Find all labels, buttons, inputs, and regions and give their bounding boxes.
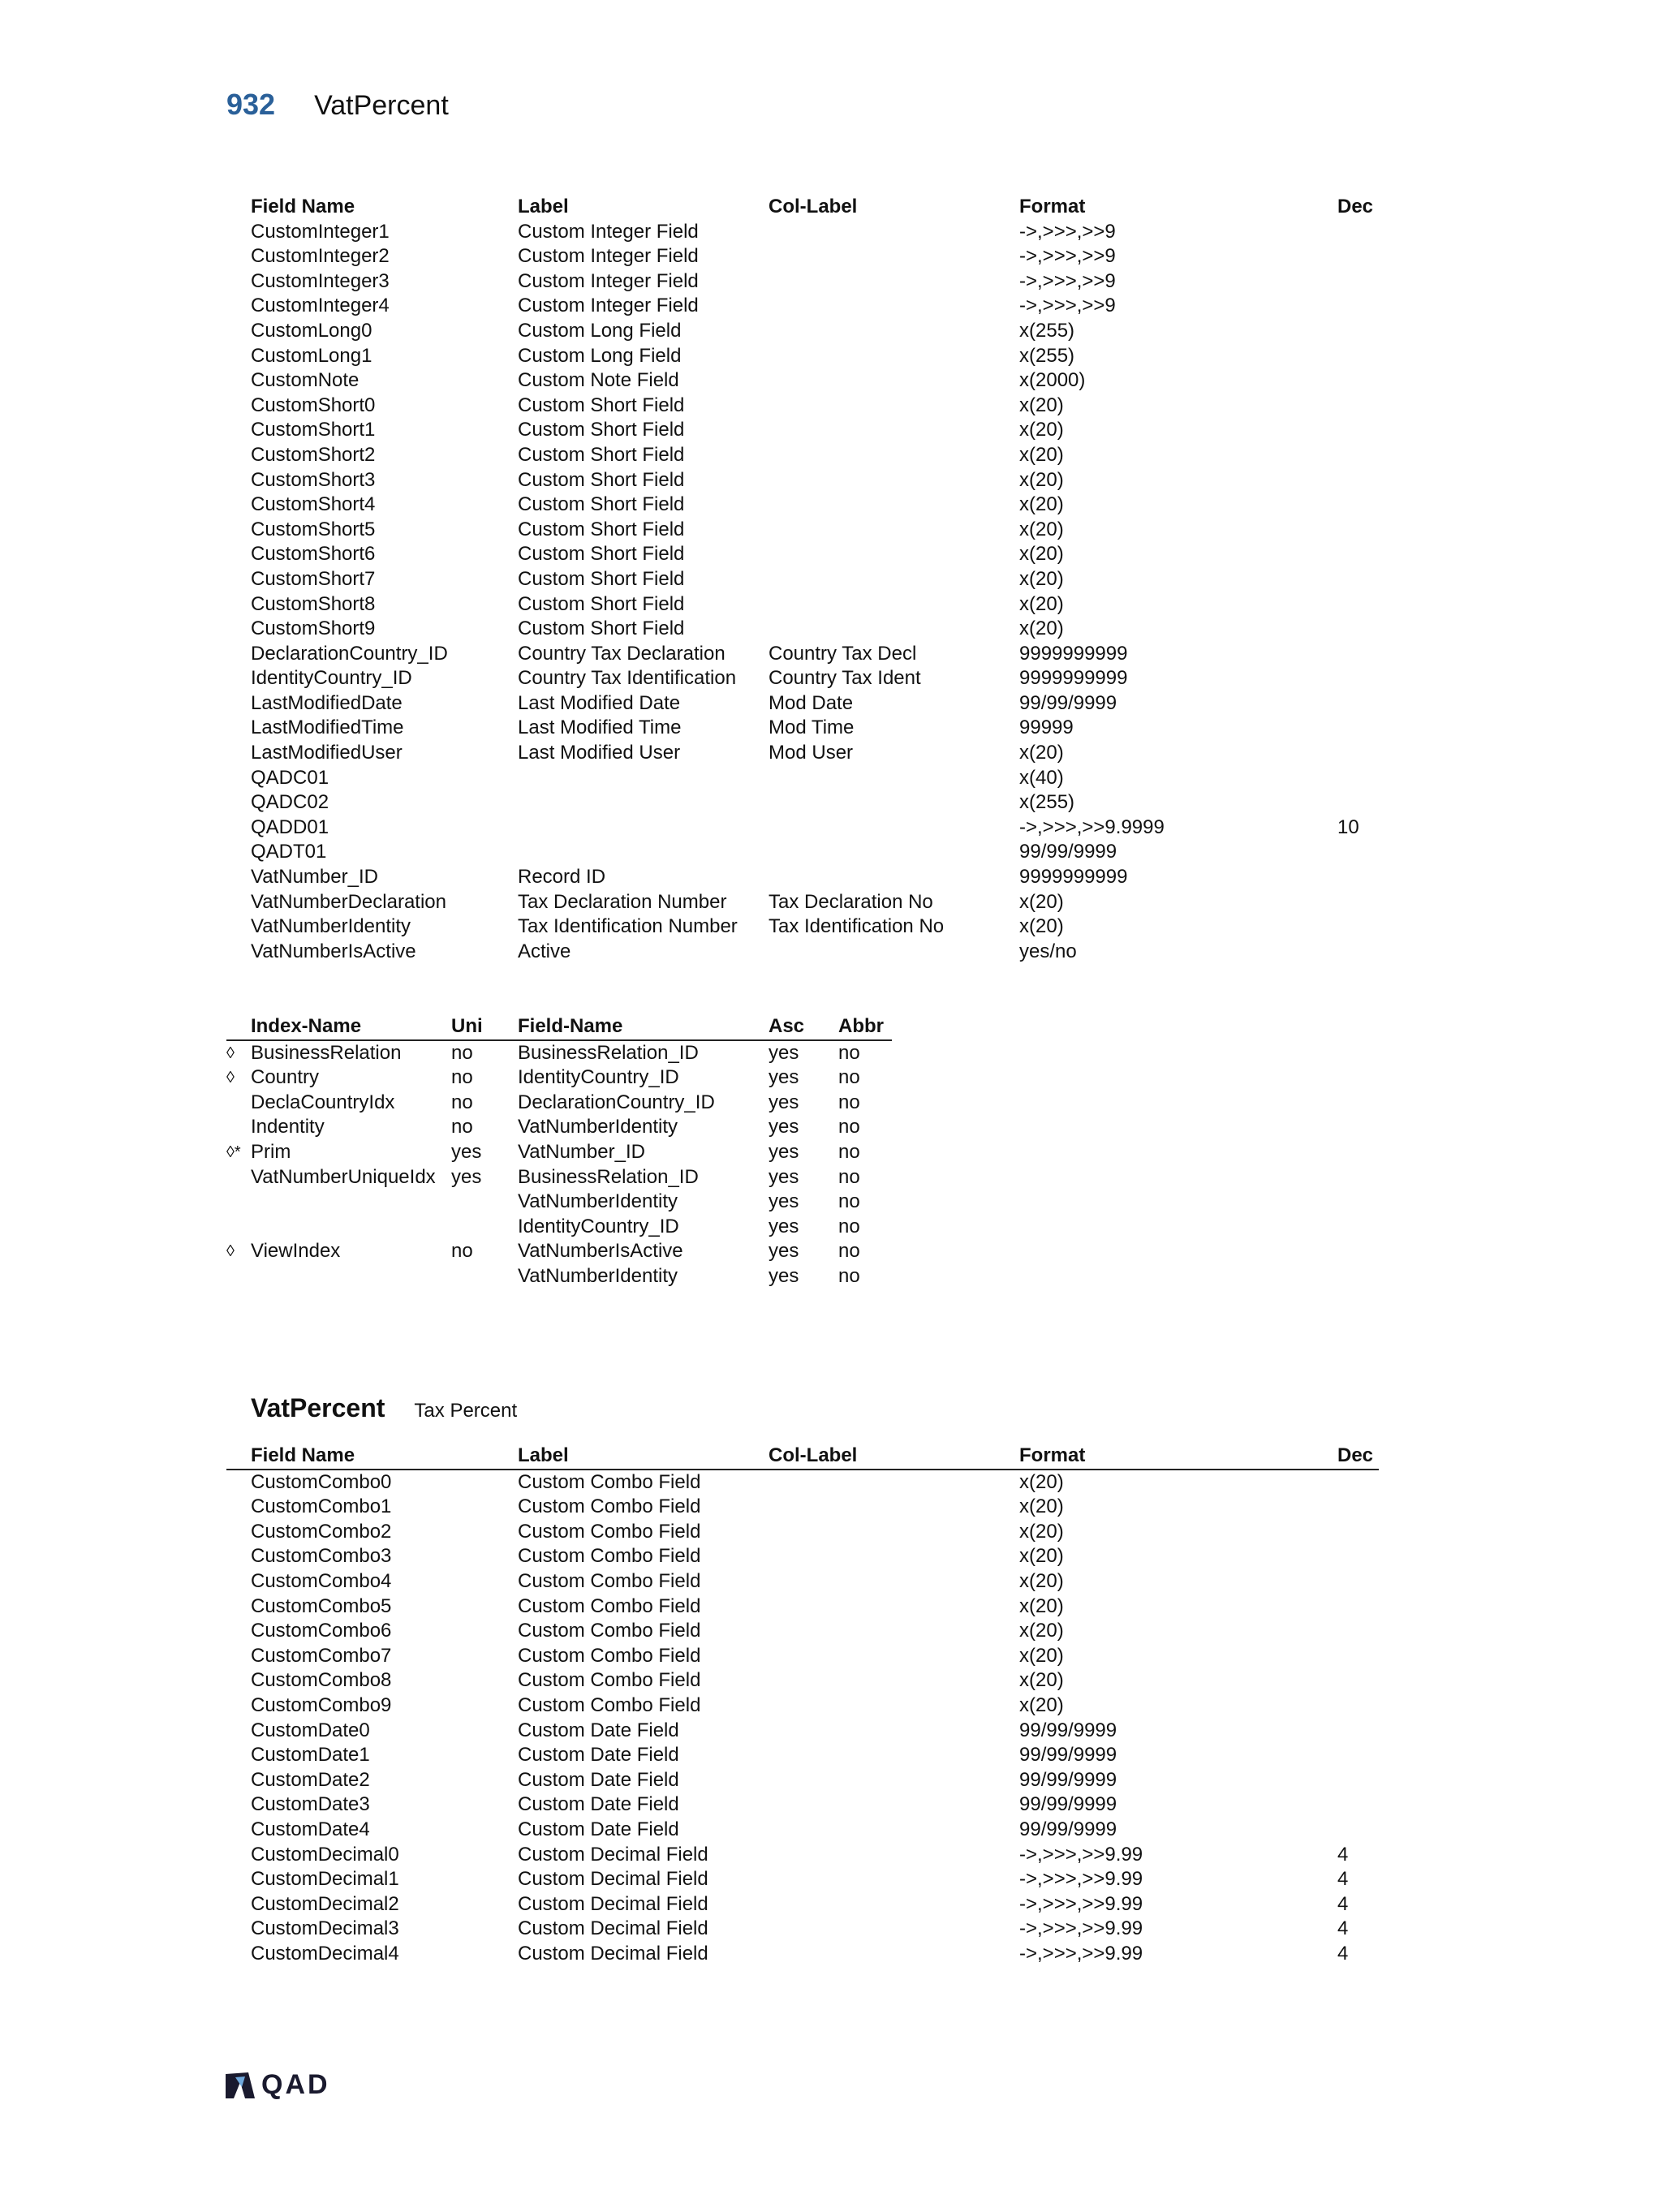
table-row <box>226 716 1379 741</box>
field-label: Custom Note Field <box>518 369 679 392</box>
field-format: x(20) <box>1019 567 1064 590</box>
field-name: QADC02 <box>251 791 329 814</box>
field-label: Custom Short Field <box>518 443 685 466</box>
field-label: Custom Combo Field <box>518 1470 701 1493</box>
index-ascending: yes <box>769 1240 799 1263</box>
index-field-name: VatNumberIsActive <box>518 1240 683 1263</box>
field-format: x(20) <box>1019 1644 1064 1667</box>
index-name: VatNumberUniqueIdx <box>251 1165 436 1188</box>
field-format: x(40) <box>1019 766 1064 789</box>
field-name: CustomDecimal0 <box>251 1843 399 1866</box>
field-format: 99/99/9999 <box>1019 1719 1117 1741</box>
index-ascending: yes <box>769 1091 799 1113</box>
field-format: x(20) <box>1019 394 1064 416</box>
column-header-field-label: Label <box>518 196 569 217</box>
table-row <box>226 1693 1379 1719</box>
field-format: x(20) <box>1019 1620 1064 1642</box>
table-row <box>226 269 1379 295</box>
field-label: Custom Date Field <box>518 1818 679 1840</box>
field-name: CustomCombo6 <box>251 1620 392 1642</box>
index-abbr: no <box>838 1215 860 1237</box>
table-row <box>226 493 1379 518</box>
field-name: CustomCombo3 <box>251 1545 392 1568</box>
field-label: Custom Integer Field <box>518 269 699 292</box>
index-marker: ◊ <box>226 1242 235 1261</box>
section-name: VatPercent <box>251 1393 385 1422</box>
field-format: 99/99/9999 <box>1019 1818 1117 1840</box>
table-row <box>226 1867 1379 1892</box>
index-field-name: VatNumberIdentity <box>518 1264 678 1287</box>
index-marker: ◊ <box>226 1044 235 1062</box>
field-name: CustomDecimal4 <box>251 1942 399 1965</box>
table-row <box>226 294 1379 319</box>
field-format: x(20) <box>1019 1545 1064 1568</box>
field-label: Custom Integer Field <box>518 295 699 317</box>
table-row <box>226 592 1379 618</box>
field-format: ->,>>>,>>9.99 <box>1019 1892 1143 1915</box>
index-ascending: yes <box>769 1165 799 1188</box>
table-row <box>226 617 1379 642</box>
index-table <box>226 1014 892 1289</box>
index-ascending: yes <box>769 1066 799 1089</box>
field-label: Tax Declaration Number <box>518 890 727 913</box>
table-row <box>226 741 1379 766</box>
table-header-row <box>226 195 1379 220</box>
table-row <box>226 666 1379 691</box>
column-header-field-name: Field Name <box>251 1444 355 1466</box>
field-format: x(20) <box>1019 493 1064 516</box>
table-row <box>226 865 1379 890</box>
field-format: 9999999999 <box>1019 642 1128 665</box>
field-label: Custom Decimal Field <box>518 1892 708 1915</box>
table-row <box>226 1818 1379 1843</box>
index-ascending: yes <box>769 1190 799 1213</box>
field-table-2 <box>226 1444 1379 1966</box>
section-description: Tax Percent <box>414 1400 518 1422</box>
field-name: CustomCombo2 <box>251 1520 392 1543</box>
field-label: Custom Long Field <box>518 319 682 342</box>
table-row <box>226 1892 1379 1917</box>
field-label: Custom Combo Field <box>518 1644 701 1667</box>
field-label: Custom Short Field <box>518 592 685 615</box>
index-abbr: no <box>838 1140 860 1163</box>
table-row <box>226 1544 1379 1569</box>
column-header-field-dec: Dec <box>1337 1444 1374 1466</box>
col-label: Mod Time <box>769 717 855 739</box>
column-header-field-format: Format <box>1019 1444 1086 1466</box>
table-row <box>226 840 1379 865</box>
field-format: 99/99/9999 <box>1019 1744 1117 1767</box>
field-format: 99999 <box>1019 717 1074 739</box>
index-field-name: IdentityCountry_ID <box>518 1066 679 1089</box>
index-name: BusinessRelation <box>251 1041 402 1064</box>
field-label: Custom Combo Field <box>518 1495 701 1518</box>
field-label: Custom Short Field <box>518 543 685 566</box>
index-marker: ◊* <box>226 1143 241 1161</box>
field-name: CustomShort0 <box>251 394 376 416</box>
field-name: CustomShort9 <box>251 618 376 640</box>
field-name: CustomShort7 <box>251 567 376 590</box>
table-row <box>226 1942 1379 1967</box>
field-label: Custom Decimal Field <box>518 1843 708 1866</box>
table-row <box>226 1843 1379 1868</box>
column-header-index-ascending: Asc <box>769 1015 805 1037</box>
field-format: x(20) <box>1019 1594 1064 1617</box>
table-row <box>226 1644 1379 1669</box>
field-format: x(255) <box>1019 319 1075 342</box>
index-abbr: no <box>838 1190 860 1213</box>
table-row <box>226 1743 1379 1768</box>
field-format: ->,>>>,>>9 <box>1019 269 1116 292</box>
index-unique: yes <box>451 1140 482 1163</box>
field-dec: 4 <box>1337 1868 1349 1891</box>
field-format: x(2000) <box>1019 369 1086 392</box>
field-format: x(20) <box>1019 890 1064 913</box>
field-format: x(20) <box>1019 1693 1064 1716</box>
field-name: CustomShort5 <box>251 518 376 540</box>
field-name: CustomShort6 <box>251 543 376 566</box>
col-label: Tax Declaration No <box>769 890 933 913</box>
column-header-field-format: Format <box>1019 196 1086 217</box>
field-label: Custom Combo Field <box>518 1693 701 1716</box>
field-format: x(20) <box>1019 742 1064 764</box>
field-dec: 4 <box>1337 1892 1349 1915</box>
index-abbr: no <box>838 1165 860 1188</box>
column-header-col-label: Col-Label <box>769 1444 858 1466</box>
field-name: CustomNote <box>251 369 360 392</box>
table-row <box>226 914 1379 940</box>
field-label: Custom Date Field <box>518 1719 679 1741</box>
field-label: Custom Integer Field <box>518 245 699 268</box>
index-abbr: no <box>838 1116 860 1138</box>
field-label: Custom Short Field <box>518 419 685 441</box>
index-field-name: DeclarationCountry_ID <box>518 1091 715 1113</box>
table-row <box>226 1719 1379 1744</box>
field-format: ->,>>>,>>9.99 <box>1019 1917 1143 1940</box>
index-unique: no <box>451 1066 473 1089</box>
index-unique: no <box>451 1041 473 1064</box>
table-row <box>226 940 1379 965</box>
qad-logo-text: QAD <box>261 2069 330 2100</box>
field-name: CustomShort4 <box>251 493 376 516</box>
field-name: DeclarationCountry_ID <box>251 642 448 665</box>
field-label: Custom Combo Field <box>518 1520 701 1543</box>
field-name: CustomDecimal3 <box>251 1917 399 1940</box>
field-name: CustomInteger4 <box>251 295 390 317</box>
field-name: VatNumberIdentity <box>251 915 411 938</box>
table-row <box>226 1520 1379 1545</box>
table-row <box>226 890 1379 915</box>
field-label: Custom Decimal Field <box>518 1942 708 1965</box>
index-name: Country <box>251 1066 320 1089</box>
field-format: ->,>>>,>>9.99 <box>1019 1843 1143 1866</box>
table-row <box>226 1470 1379 1495</box>
field-label: Custom Date Field <box>518 1768 679 1791</box>
field-name: CustomCombo8 <box>251 1669 392 1692</box>
index-ascending: yes <box>769 1116 799 1138</box>
field-name: CustomShort2 <box>251 443 376 466</box>
field-format: x(20) <box>1019 1495 1064 1518</box>
table-row <box>226 418 1379 443</box>
index-row <box>226 1190 892 1215</box>
index-ascending: yes <box>769 1140 799 1163</box>
page-number: 932 <box>226 88 276 121</box>
field-format: ->,>>>,>>9.99 <box>1019 1942 1143 1965</box>
field-name: CustomCombo9 <box>251 1693 392 1716</box>
field-name: CustomDate1 <box>251 1744 370 1767</box>
field-format: x(20) <box>1019 1470 1064 1493</box>
field-name: CustomDecimal1 <box>251 1868 399 1891</box>
field-name: CustomCombo0 <box>251 1470 392 1493</box>
field-name: CustomDate2 <box>251 1768 370 1791</box>
field-label: Active <box>518 940 571 962</box>
field-label: Custom Combo Field <box>518 1569 701 1592</box>
index-name: ViewIndex <box>251 1240 341 1263</box>
index-ascending: yes <box>769 1041 799 1064</box>
col-label: Mod Date <box>769 691 854 714</box>
column-header-index-name: Index-Name <box>251 1015 362 1037</box>
index-row <box>226 1041 892 1066</box>
index-marker: ◊ <box>226 1069 235 1087</box>
index-name: Prim <box>251 1140 291 1163</box>
column-header-col-label: Col-Label <box>769 196 858 217</box>
field-label: Custom Combo Field <box>518 1545 701 1568</box>
index-field-name: BusinessRelation_ID <box>518 1041 699 1064</box>
field-format: x(20) <box>1019 618 1064 640</box>
field-format: 99/99/9999 <box>1019 1793 1117 1816</box>
index-name: Indentity <box>251 1116 325 1138</box>
index-field-name: VatNumberIdentity <box>518 1190 678 1213</box>
index-field-name: BusinessRelation_ID <box>518 1165 699 1188</box>
field-name: LastModifiedTime <box>251 717 404 739</box>
table-row <box>226 244 1379 269</box>
field-label: Custom Date Field <box>518 1744 679 1767</box>
field-format: x(20) <box>1019 543 1064 566</box>
field-format: 9999999999 <box>1019 667 1128 690</box>
field-name: CustomInteger3 <box>251 269 390 292</box>
field-name: VatNumber_ID <box>251 866 378 889</box>
field-format: x(20) <box>1019 915 1064 938</box>
field-name: VatNumberIsActive <box>251 940 416 962</box>
index-ascending: yes <box>769 1264 799 1287</box>
index-header-row <box>226 1014 892 1041</box>
index-abbr: no <box>838 1240 860 1263</box>
col-label: Mod User <box>769 742 854 764</box>
field-label: Custom Combo Field <box>518 1594 701 1617</box>
col-label: Country Tax Ident <box>769 667 921 690</box>
field-name: CustomInteger2 <box>251 245 390 268</box>
field-name: CustomLong1 <box>251 344 372 367</box>
index-ascending: yes <box>769 1215 799 1237</box>
index-field-name: VatNumberIdentity <box>518 1116 678 1138</box>
table-row <box>226 790 1379 816</box>
col-label: Country Tax Decl <box>769 642 917 665</box>
field-label: Custom Short Field <box>518 618 685 640</box>
field-label: Custom Short Field <box>518 567 685 590</box>
field-name: LastModifiedUser <box>251 742 403 764</box>
table-row <box>226 1768 1379 1793</box>
table-row <box>226 1594 1379 1620</box>
index-row <box>226 1091 892 1116</box>
field-format: 9999999999 <box>1019 866 1128 889</box>
table-row <box>226 1917 1379 1942</box>
field-format: x(255) <box>1019 791 1075 814</box>
field-format: 99/99/9999 <box>1019 691 1117 714</box>
field-label: Custom Date Field <box>518 1793 679 1816</box>
index-abbr: no <box>838 1091 860 1113</box>
field-name: CustomDate0 <box>251 1719 370 1741</box>
field-format: x(20) <box>1019 1520 1064 1543</box>
field-label: Tax Identification Number <box>518 915 738 938</box>
table-row <box>226 319 1379 344</box>
page-title: VatPercent <box>314 90 449 121</box>
field-label: Custom Combo Field <box>518 1669 701 1692</box>
table-row <box>226 1792 1379 1818</box>
table-row <box>226 642 1379 667</box>
col-label: Tax Identification No <box>769 915 945 938</box>
field-name: QADD01 <box>251 816 329 838</box>
field-label: Custom Combo Field <box>518 1620 701 1642</box>
field-format: x(255) <box>1019 344 1075 367</box>
index-abbr: no <box>838 1041 860 1064</box>
field-format: x(20) <box>1019 1669 1064 1692</box>
index-abbr: no <box>838 1066 860 1089</box>
column-header-index-unique: Uni <box>451 1015 483 1037</box>
table-row <box>226 1569 1379 1594</box>
field-name: VatNumberDeclaration <box>251 890 446 913</box>
field-name: CustomLong0 <box>251 319 372 342</box>
page-header <box>226 88 449 128</box>
column-header-field-name: Field Name <box>251 196 355 217</box>
index-row <box>226 1140 892 1165</box>
field-name: CustomDecimal2 <box>251 1892 399 1915</box>
index-row <box>226 1065 892 1091</box>
table-row <box>226 1668 1379 1693</box>
table-row <box>226 1495 1379 1520</box>
field-dec: 10 <box>1337 816 1359 838</box>
field-format: x(20) <box>1019 468 1064 491</box>
field-format: x(20) <box>1019 592 1064 615</box>
field-label: Custom Short Field <box>518 394 685 416</box>
field-name: CustomDate4 <box>251 1818 370 1840</box>
column-header-field-label: Label <box>518 1444 569 1466</box>
field-label: Custom Decimal Field <box>518 1868 708 1891</box>
table-row <box>226 542 1379 567</box>
field-name: CustomShort8 <box>251 592 376 615</box>
field-name: IdentityCountry_ID <box>251 667 412 690</box>
field-name: CustomCombo5 <box>251 1594 392 1617</box>
field-name: CustomCombo4 <box>251 1569 392 1592</box>
field-format: x(20) <box>1019 1569 1064 1592</box>
index-row <box>226 1239 892 1264</box>
field-name: CustomCombo1 <box>251 1495 392 1518</box>
qad-logo-icon <box>224 2071 256 2100</box>
field-format: yes/no <box>1019 940 1077 962</box>
field-name: QADT01 <box>251 841 327 863</box>
field-label: Country Tax Identification <box>518 667 737 690</box>
index-abbr: no <box>838 1264 860 1287</box>
table-row <box>226 518 1379 543</box>
table-row <box>226 468 1379 493</box>
table-row <box>226 567 1379 592</box>
field-dec: 4 <box>1337 1942 1349 1965</box>
field-name: CustomInteger1 <box>251 220 390 243</box>
field-label: Custom Decimal Field <box>518 1917 708 1940</box>
table-row <box>226 1619 1379 1644</box>
field-name: CustomCombo7 <box>251 1644 392 1667</box>
field-label: Last Modified Date <box>518 691 681 714</box>
field-name: CustomShort1 <box>251 419 376 441</box>
field-label: Custom Short Field <box>518 518 685 540</box>
field-format: ->,>>>,>>9.99 <box>1019 1868 1143 1891</box>
index-row <box>226 1215 892 1240</box>
index-field-name: IdentityCountry_ID <box>518 1215 679 1237</box>
field-label: Country Tax Declaration <box>518 642 726 665</box>
index-unique: no <box>451 1116 473 1138</box>
table-row <box>226 766 1379 791</box>
field-label: Last Modified User <box>518 742 681 764</box>
field-format: x(20) <box>1019 518 1064 540</box>
field-format: x(20) <box>1019 443 1064 466</box>
field-dec: 4 <box>1337 1917 1349 1940</box>
field-format: ->,>>>,>>9 <box>1019 295 1116 317</box>
table-row <box>226 443 1379 468</box>
index-unique: yes <box>451 1165 482 1188</box>
field-format: x(20) <box>1019 419 1064 441</box>
index-row <box>226 1165 892 1190</box>
table-row <box>226 394 1379 419</box>
section-title <box>251 1393 517 1423</box>
field-name: CustomDate3 <box>251 1793 370 1816</box>
field-label: Custom Integer Field <box>518 220 699 243</box>
field-format: ->,>>>,>>9 <box>1019 245 1116 268</box>
field-format: ->,>>>,>>9.9999 <box>1019 816 1165 838</box>
index-name: DeclaCountryIdx <box>251 1091 395 1113</box>
field-label: Last Modified Time <box>518 717 682 739</box>
qad-logo <box>224 2069 330 2101</box>
field-label: Custom Short Field <box>518 468 685 491</box>
field-label: Custom Short Field <box>518 493 685 516</box>
field-label: Custom Long Field <box>518 344 682 367</box>
index-row <box>226 1264 892 1289</box>
field-dec: 4 <box>1337 1843 1349 1866</box>
table-row <box>226 816 1379 841</box>
field-table-1 <box>226 195 1379 964</box>
field-format: ->,>>>,>>9 <box>1019 220 1116 243</box>
index-field-name: VatNumber_ID <box>518 1140 645 1163</box>
column-header-index-field-name: Field-Name <box>518 1015 623 1037</box>
table-row <box>226 220 1379 245</box>
field-name: CustomShort3 <box>251 468 376 491</box>
table-row <box>226 691 1379 717</box>
field-label: Record ID <box>518 866 606 889</box>
table-row <box>226 344 1379 369</box>
table-header-row <box>226 1444 1379 1470</box>
column-header-field-dec: Dec <box>1337 196 1374 217</box>
index-row <box>226 1115 892 1140</box>
field-name: LastModifiedDate <box>251 691 403 714</box>
field-format: 99/99/9999 <box>1019 841 1117 863</box>
table-row <box>226 368 1379 394</box>
index-unique: no <box>451 1091 473 1113</box>
column-header-index-abbr: Abbr <box>838 1015 884 1037</box>
index-unique: no <box>451 1240 473 1263</box>
field-format: 99/99/9999 <box>1019 1768 1117 1791</box>
field-name: QADC01 <box>251 766 329 789</box>
